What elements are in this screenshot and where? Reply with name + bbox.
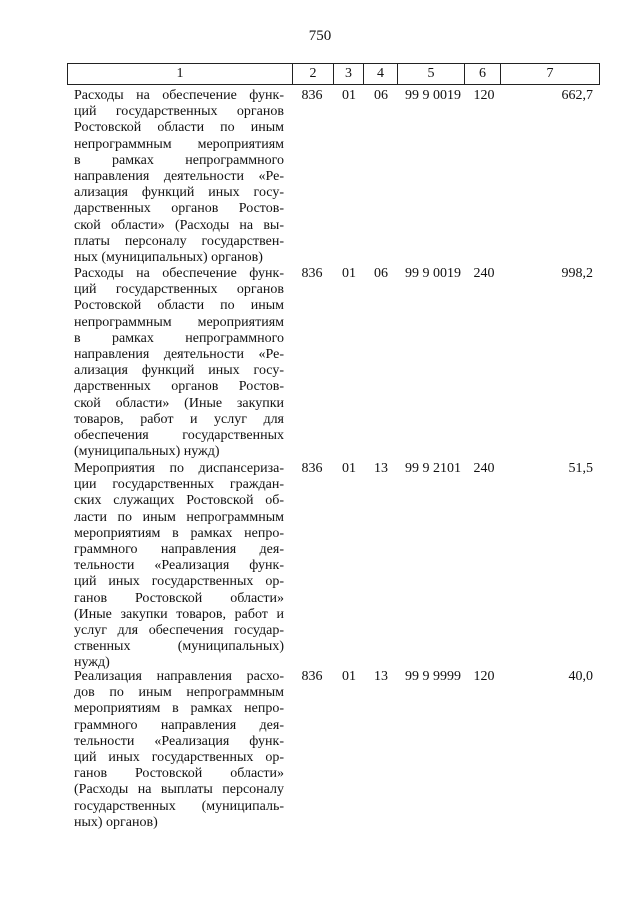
section-code: 01 (342, 461, 356, 476)
description-line: дов по иным непрограммным (74, 685, 284, 701)
description-line: ганов Ростовской области» (74, 766, 284, 782)
subsection-code: 06 (374, 266, 388, 281)
page-number: 750 (308, 28, 332, 44)
description-line: дарственных органов Ростов- (74, 379, 284, 395)
target-article-code: 99 9 9999 (405, 669, 461, 684)
description-line: ализация функций иных госу- (74, 363, 284, 379)
description-line: ций государственных органов (74, 282, 284, 298)
description-line: ализация функций иных госу- (74, 185, 284, 201)
target-article-code: 99 9 0019 (405, 266, 461, 281)
subsection-code: 13 (374, 669, 388, 684)
description-line: ций государственных органов (74, 104, 284, 120)
description-line: в рамках непрограммного (74, 330, 284, 346)
description-line: нужд) (74, 655, 110, 671)
description-line: непрограммным мероприятиям (74, 136, 284, 152)
amount: 40,0 (568, 669, 593, 684)
row-description (74, 266, 284, 460)
ministry-code: 836 (301, 669, 323, 684)
column-header-6: 6 (465, 64, 501, 85)
description-line: ственных (муниципальных) (74, 639, 284, 655)
description-line: платы персоналу государствен- (74, 233, 284, 249)
target-article-code: 99 9 2101 (405, 461, 461, 476)
description-line: ганов Ростовской области» (74, 590, 284, 606)
ministry-code: 836 (301, 88, 323, 103)
column-header-1: 1 (68, 64, 293, 85)
section-code: 01 (342, 266, 356, 281)
expense-type-code: 120 (473, 669, 495, 684)
description-line: направления деятельности «Ре- (74, 169, 284, 185)
amount: 662,7 (561, 88, 593, 103)
description-line: мероприятиям в рамках непро- (74, 701, 284, 717)
amount: 998,2 (561, 266, 593, 281)
description-line: Ростовской области по иным (74, 298, 284, 314)
description-line: мероприятиям в рамках непро- (74, 525, 284, 541)
description-line: ций иных государственных ор- (74, 574, 284, 590)
subsection-code: 06 (374, 88, 388, 103)
description-line: ласти по иным непрограммным (74, 509, 284, 525)
description-line: ных) органов) (74, 814, 158, 830)
description-line: направления деятельности «Ре- (74, 347, 284, 363)
description-line: Реализация направления расхо- (74, 669, 284, 684)
expense-type-code: 240 (473, 461, 495, 476)
ministry-code: 836 (301, 461, 323, 476)
description-line: дарственных органов Ростов- (74, 201, 284, 217)
ministry-code: 836 (301, 266, 323, 281)
row-description (74, 669, 284, 831)
row-description (74, 461, 284, 672)
description-line: ных (муниципальных) органов) (74, 250, 263, 266)
column-header-4: 4 (364, 64, 398, 85)
row-description (74, 88, 284, 266)
description-line: тельности «Реализация функ- (74, 733, 284, 749)
section-code: 01 (342, 88, 356, 103)
description-line: товаров, работ и услуг для (74, 411, 284, 427)
description-line: Ростовской области по иным (74, 120, 284, 136)
amount: 51,5 (568, 461, 593, 476)
expense-type-code: 120 (473, 88, 495, 103)
description-line: ских служащих Ростовской об- (74, 493, 284, 509)
expense-type-code: 240 (473, 266, 495, 281)
description-line: Расходы на обеспечение функ- (74, 88, 284, 103)
description-line: ций иных государственных ор- (74, 750, 284, 766)
description-line: (муниципальных) нужд) (74, 444, 220, 460)
column-header-2: 2 (293, 64, 334, 85)
column-header-7: 7 (501, 64, 600, 85)
column-header-row (68, 64, 600, 85)
description-line: (Расходы на выплаты персоналу (74, 782, 284, 798)
description-line: обеспечения государственных (74, 428, 284, 444)
description-line: государственных (муниципаль- (74, 798, 284, 814)
description-line: ции государственных граждан- (74, 477, 284, 493)
column-header-5: 5 (398, 64, 465, 85)
description-line: граммного направления дея- (74, 717, 284, 733)
target-article-code: 99 9 0019 (405, 88, 461, 103)
subsection-code: 13 (374, 461, 388, 476)
column-header-table (67, 63, 600, 85)
column-header-3: 3 (334, 64, 364, 85)
section-code: 01 (342, 669, 356, 684)
description-line: непрограммным мероприятиям (74, 314, 284, 330)
description-line: Мероприятия по диспансериза- (74, 461, 284, 476)
description-line: тельности «Реализация функ- (74, 558, 284, 574)
description-line: в рамках непрограммного (74, 152, 284, 168)
description-line: ской области» (Иные закупки (74, 395, 284, 411)
description-line: Расходы на обеспечение функ- (74, 266, 284, 281)
description-line: (Иные закупки товаров, работ и (74, 606, 284, 622)
description-line: ской области» (Расходы на вы- (74, 217, 284, 233)
description-line: граммного направления дея- (74, 542, 284, 558)
description-line: услуг для обеспечения государ- (74, 623, 284, 639)
